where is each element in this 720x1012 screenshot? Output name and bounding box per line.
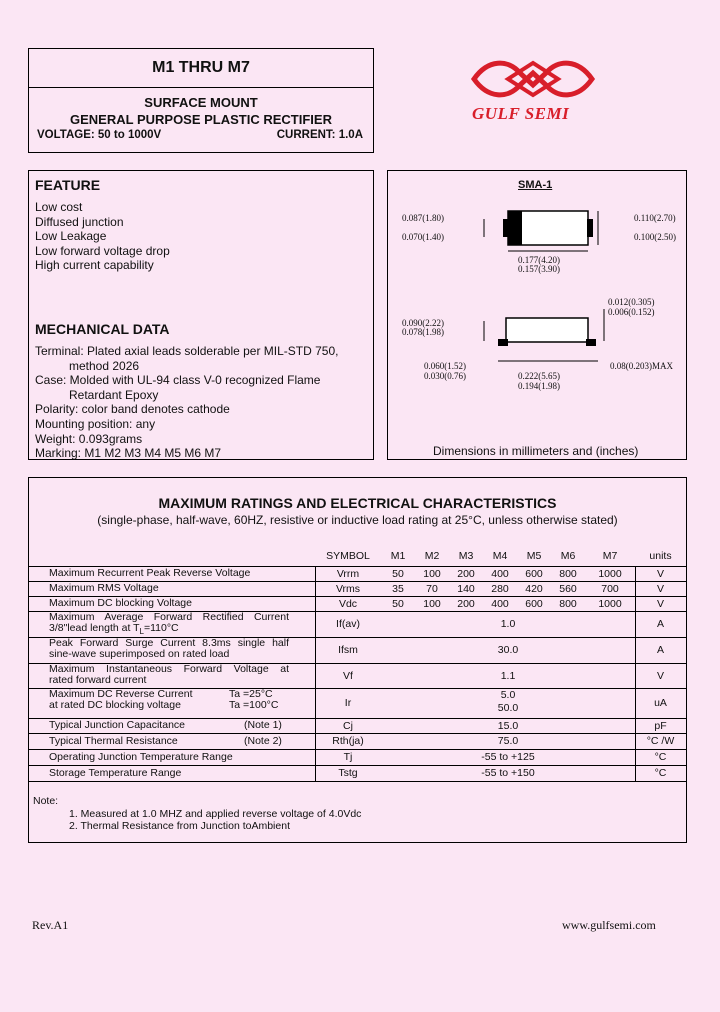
mech-line: Weight: 0.093grams [35,431,143,446]
dim-label: 0.090(2.22) [402,318,444,328]
row-symbol: Rth(ja) [332,735,364,747]
subtitle-line1: SURFACE MOUNT [144,95,258,110]
row-value: 400 [491,567,509,580]
row-description: Operating Junction Temperature Range [49,750,233,763]
dim-label: 0.087(1.80) [402,213,444,223]
row-value: 200 [457,597,475,610]
desc-subscript: L [139,627,144,637]
row-symbol: Vrms [335,582,361,595]
row-description: Maximum Recurrent Peak Reverse Voltage [49,567,251,579]
subtitle-line2: GENERAL PURPOSE PLASTIC RECTIFIER [70,112,332,127]
row-value: 1.1 [500,669,516,682]
column-header: M1 [390,550,406,562]
row-value: 50.0 [497,702,519,714]
row-unit: °C [654,751,667,763]
row-description: Maximum DC Reverse Current [49,688,193,700]
side-view-lead-left [498,339,508,346]
row-value: 1000 [598,597,622,610]
feature-item: Low Leakage [35,229,107,244]
side-view-lead-right [586,339,596,346]
column-header: M7 [602,550,618,562]
feature-item: Low cost [35,200,83,214]
row-unit: V [656,582,664,595]
row-unit: A [656,618,664,630]
row-symbol: Vrrm [336,567,360,580]
row-condition: Ta =100°C [229,699,279,711]
row-value: 50 [392,567,404,580]
row-value: 5.0 [500,689,516,701]
mech-line: Retardant Epoxy [69,387,159,402]
top-view-lead-right [587,219,593,237]
mech-line: Marking: M1 M2 M3 M4 M5 M6 M7 [35,446,222,461]
row-symbol: Vf [343,669,353,682]
row-value: 70 [426,582,438,595]
row-description: Maximum RMS Voltage [49,582,159,594]
column-header: M6 [560,550,576,562]
table-rule [29,733,686,734]
row-value: 15.0 [497,719,519,732]
logo-text: GULF SEMI [472,104,570,123]
mech-line: method 2026 [69,358,140,373]
column-header: units [649,550,672,562]
row-value: 400 [491,597,509,610]
row-description: at rated DC blocking voltage [49,699,181,711]
row-value: 800 [559,597,577,610]
row-symbol: Tj [343,751,353,763]
row-description: Maximum Average Forward Rectified Current [49,611,289,623]
side-view-body [506,318,588,342]
current-spec: CURRENT: 1.0A [276,129,363,141]
row-unit: °C [654,767,667,779]
note-item: 2. Thermal Resistance from Junction toAmbient [69,820,290,832]
dim-label: 0.078(1.98) [402,327,444,337]
row-symbol: Vdc [338,597,358,610]
row-value: 35 [392,582,404,595]
dim-label: 0.012(0.305) [608,297,655,307]
row-value: 1000 [598,567,622,580]
mech-line: Polarity: color band denotes cathode [35,402,230,417]
row-value: -55 to +125 [481,751,535,763]
row-value: 600 [525,597,543,610]
feature-item: Low forward voltage drop [35,243,170,258]
website-url: www.gulfsemi.com [562,918,656,932]
feature-list [35,200,170,273]
row-unit: A [656,644,664,656]
cathode-band [508,211,522,245]
row-symbol: Cj [343,719,353,732]
logo-mark-icon [468,55,598,103]
column-header: SYMBOL [326,550,370,562]
dim-label: 0.194(1.98) [518,381,560,391]
row-description: rated forward current [49,674,147,686]
row-value: 75.0 [497,735,519,747]
package-title: SMA-1 [518,179,553,191]
diagram-caption: Dimensions in millimeters and (inches) [433,444,639,458]
feature-item: Diffused junction [35,214,124,229]
row-value: 1.0 [500,618,516,630]
row-description: Storage Temperature Range [49,766,182,779]
table-rule [29,781,686,782]
row-description: Peak Forward Surge Current 8.3ms single half [49,637,289,649]
gulf-semi-logo [468,55,598,125]
column-header: M5 [526,550,542,562]
dim-label: 0.222(5.65) [518,371,560,381]
ratings-box [28,477,687,843]
row-symbol: Tstg [338,767,358,779]
row-description: Typical Junction Capacitance [49,719,185,731]
table-rule [29,765,686,766]
row-value: 700 [601,582,619,595]
row-value: 420 [525,582,543,595]
feature-box [28,170,374,460]
row-value: 50 [392,597,404,610]
row-unit: V [656,567,664,580]
row-unit: V [656,597,664,610]
mech-heading: MECHANICAL DATA [35,321,170,337]
desc-part: =110°C [143,622,179,634]
revision: Rev.A1 [32,918,69,932]
row-value: 140 [457,582,475,595]
mech-line: Terminal: Plated axial leads solderable per MIL-STD 750, [35,344,339,358]
ratings-subheading: (single-phase, half-wave, 60HZ, resistive or inductive load rating at 25°C, unless otherwise stated) [97,513,618,527]
page-title: M1 THRU M7 [152,59,250,76]
dim-label: 0.100(2.50) [634,232,676,242]
row-value: 100 [423,597,441,610]
package-diagram-box [387,170,687,460]
dim-label: 0.060(1.52) [424,361,466,371]
row-unit: °C /W [646,735,675,747]
dim-label: 0.08(0.203)MAX [610,361,673,371]
dim-label: 0.157(3.90) [518,264,560,274]
feature-item: High current capability [35,258,154,273]
row-value: 600 [525,567,543,580]
dim-label: 0.070(1.40) [402,232,444,242]
note-item: 1. Measured at 1.0 MHZ and applied reverse voltage of 4.0Vdc [69,808,362,820]
mech-list [35,344,338,461]
column-header: M4 [492,550,508,562]
row-description: sine-wave superimposed on rated load [49,648,230,660]
row-value: 100 [423,567,441,580]
ratings-heading: MAXIMUM RATINGS AND ELECTRICAL CHARACTERISTICS [158,495,557,511]
row-value: 560 [559,582,577,595]
mech-line: Mounting position: any [35,416,156,431]
row-unit: V [656,669,664,682]
row-symbol: Ir [344,697,352,709]
row-note: (Note 1) [244,719,282,731]
note-label: Note: [33,795,59,807]
row-description: Typical Thermal Resistance [49,734,178,747]
title-box [28,48,374,88]
desc-part: 3/8"lead length at T [49,622,140,634]
mech-line: Case: Molded with UL-94 class V-0 recognized Flame [35,373,321,388]
row-symbol: If(av) [336,618,360,630]
row-unit: uA [654,697,667,709]
row-description: Maximum DC blocking Voltage [49,597,192,609]
ratings-table [29,544,686,794]
row-unit: pF [654,719,667,732]
row-condition: Ta =25°C [229,688,273,700]
row-value: 30.0 [497,644,519,656]
row-symbol: Ifsm [338,644,358,656]
dim-label: 0.177(4.20) [518,255,560,265]
voltage-spec: VOLTAGE: 50 to 1000V [37,129,162,141]
dim-label: 0.110(2.70) [634,213,676,223]
column-header: M3 [458,550,474,562]
row-value: 280 [491,582,509,595]
row-note: (Note 2) [244,734,282,747]
feature-heading: FEATURE [35,177,101,193]
column-header: M2 [424,550,440,562]
dim-label: 0.006(0.152) [608,307,655,317]
row-description [49,623,289,637]
dim-label: 0.030(0.76) [424,371,466,381]
row-value: -55 to +150 [481,767,535,779]
row-value: 800 [559,567,577,580]
row-description: Maximum Instantaneous Forward Voltage at [49,663,289,675]
row-value: 200 [457,567,475,580]
subtitle-box [28,87,374,153]
table-rule [29,749,686,750]
